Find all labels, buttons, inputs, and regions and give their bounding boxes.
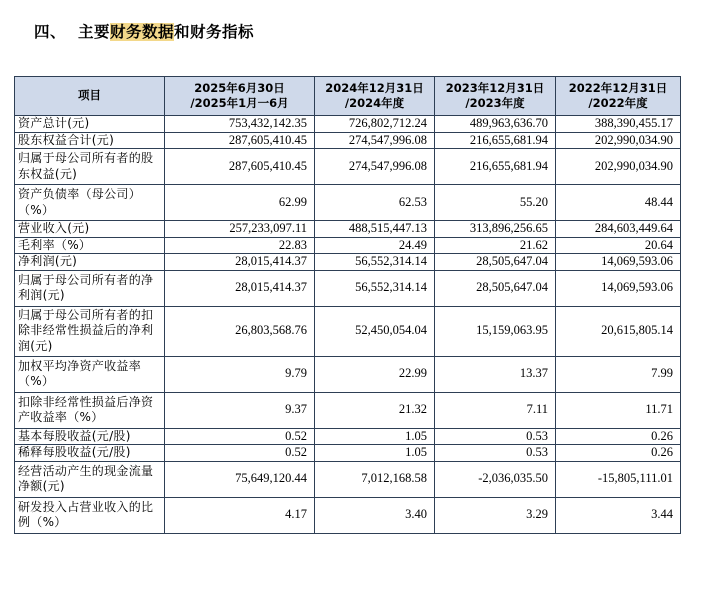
- row-value: 753,432,142.35: [165, 116, 315, 133]
- row-value: 284,603,449.64: [556, 221, 681, 238]
- row-value: 488,515,447.13: [315, 221, 435, 238]
- row-value: 0.52: [165, 428, 315, 445]
- row-value: 7.99: [556, 356, 681, 392]
- table-row: [15, 445, 681, 462]
- row-label: 归属于母公司所有者的股东权益(元): [15, 149, 165, 185]
- row-value: -2,036,035.50: [435, 461, 556, 497]
- row-value: 1.05: [315, 428, 435, 445]
- table-row: [15, 461, 681, 497]
- financial-data-table: [14, 76, 681, 534]
- header-item: 项目: [15, 77, 165, 116]
- row-value: 75,649,120.44: [165, 461, 315, 497]
- row-value: 48.44: [556, 185, 681, 221]
- heading-text-pre: 主要: [78, 23, 111, 41]
- heading-text-post: 和财务指标: [174, 23, 255, 41]
- row-value: 21.32: [315, 392, 435, 428]
- table-row: [15, 221, 681, 238]
- row-label: 加权平均净资产收益率（%）: [15, 356, 165, 392]
- row-value: 202,990,034.90: [556, 149, 681, 185]
- row-value: 0.53: [435, 428, 556, 445]
- header-period: 2025年6月30日 /2025年1月一6月: [165, 77, 315, 116]
- row-value: 28,505,647.04: [435, 254, 556, 271]
- table-row: [15, 132, 681, 149]
- row-value: 21.62: [435, 237, 556, 254]
- row-label: 毛利率（%）: [15, 237, 165, 254]
- row-value: 20,615,805.14: [556, 306, 681, 356]
- row-value: 15,159,063.95: [435, 306, 556, 356]
- row-value: 216,655,681.94: [435, 132, 556, 149]
- row-label: 营业收入(元): [15, 221, 165, 238]
- row-label: 资产负债率（母公司）（%）: [15, 185, 165, 221]
- row-value: -15,805,111.01: [556, 461, 681, 497]
- row-label: 归属于母公司所有者的净利润(元): [15, 270, 165, 306]
- row-value: 28,015,414.37: [165, 254, 315, 271]
- row-value: 28,505,647.04: [435, 270, 556, 306]
- row-value: 14,069,593.06: [556, 270, 681, 306]
- row-value: 313,896,256.65: [435, 221, 556, 238]
- table-header-row: [15, 77, 681, 116]
- row-value: 28,015,414.37: [165, 270, 315, 306]
- row-label: 经营活动产生的现金流量净额(元): [15, 461, 165, 497]
- row-value: 726,802,712.24: [315, 116, 435, 133]
- row-value: 9.79: [165, 356, 315, 392]
- table-row: [15, 237, 681, 254]
- row-value: 14,069,593.06: [556, 254, 681, 271]
- row-value: 13.37: [435, 356, 556, 392]
- row-value: 52,450,054.04: [315, 306, 435, 356]
- row-value: 56,552,314.14: [315, 270, 435, 306]
- row-value: 216,655,681.94: [435, 149, 556, 185]
- table-row: [15, 306, 681, 356]
- header-period: 2022年12月31日 /2022年度: [556, 77, 681, 116]
- row-value: 20.64: [556, 237, 681, 254]
- table-row: [15, 356, 681, 392]
- row-value: 55.20: [435, 185, 556, 221]
- row-value: 56,552,314.14: [315, 254, 435, 271]
- row-value: 4.17: [165, 497, 315, 533]
- row-value: 26,803,568.76: [165, 306, 315, 356]
- row-value: 0.26: [556, 445, 681, 462]
- row-label: 稀释每股收益(元/股): [15, 445, 165, 462]
- row-value: 287,605,410.45: [165, 132, 315, 149]
- section-heading: [34, 20, 254, 42]
- table-row: [15, 270, 681, 306]
- heading-highlight: 财务数据: [110, 23, 175, 41]
- row-label: 资产总计(元): [15, 116, 165, 133]
- row-value: 22.83: [165, 237, 315, 254]
- table-row: [15, 392, 681, 428]
- row-value: 257,233,097.11: [165, 221, 315, 238]
- table-row: [15, 116, 681, 133]
- row-value: 11.71: [556, 392, 681, 428]
- header-period: 2024年12月31日 /2024年度: [315, 77, 435, 116]
- header-period: 2023年12月31日 /2023年度: [435, 77, 556, 116]
- section-number: 四、: [34, 23, 67, 41]
- table-row: [15, 428, 681, 445]
- row-value: 9.37: [165, 392, 315, 428]
- row-label: 净利润(元): [15, 254, 165, 271]
- row-value: 0.26: [556, 428, 681, 445]
- table-row: [15, 149, 681, 185]
- row-value: 22.99: [315, 356, 435, 392]
- row-value: 3.44: [556, 497, 681, 533]
- table-row: [15, 185, 681, 221]
- row-label: 股东权益合计(元): [15, 132, 165, 149]
- row-value: 0.53: [435, 445, 556, 462]
- row-value: 388,390,455.17: [556, 116, 681, 133]
- row-value: 274,547,996.08: [315, 149, 435, 185]
- row-value: 3.29: [435, 497, 556, 533]
- row-label: 研发投入占营业收入的比例（%）: [15, 497, 165, 533]
- row-value: 62.53: [315, 185, 435, 221]
- row-label: 基本每股收益(元/股): [15, 428, 165, 445]
- row-value: 24.49: [315, 237, 435, 254]
- row-value: 202,990,034.90: [556, 132, 681, 149]
- table-row: [15, 497, 681, 533]
- row-value: 489,963,636.70: [435, 116, 556, 133]
- row-value: 1.05: [315, 445, 435, 462]
- row-value: 287,605,410.45: [165, 149, 315, 185]
- row-value: 62.99: [165, 185, 315, 221]
- row-value: 0.52: [165, 445, 315, 462]
- row-label: 归属于母公司所有者的扣除非经常性损益后的净利润(元): [15, 306, 165, 356]
- row-value: 3.40: [315, 497, 435, 533]
- row-label: 扣除非经常性损益后净资产收益率（%）: [15, 392, 165, 428]
- row-value: 7.11: [435, 392, 556, 428]
- table-row: [15, 254, 681, 271]
- row-value: 7,012,168.58: [315, 461, 435, 497]
- row-value: 274,547,996.08: [315, 132, 435, 149]
